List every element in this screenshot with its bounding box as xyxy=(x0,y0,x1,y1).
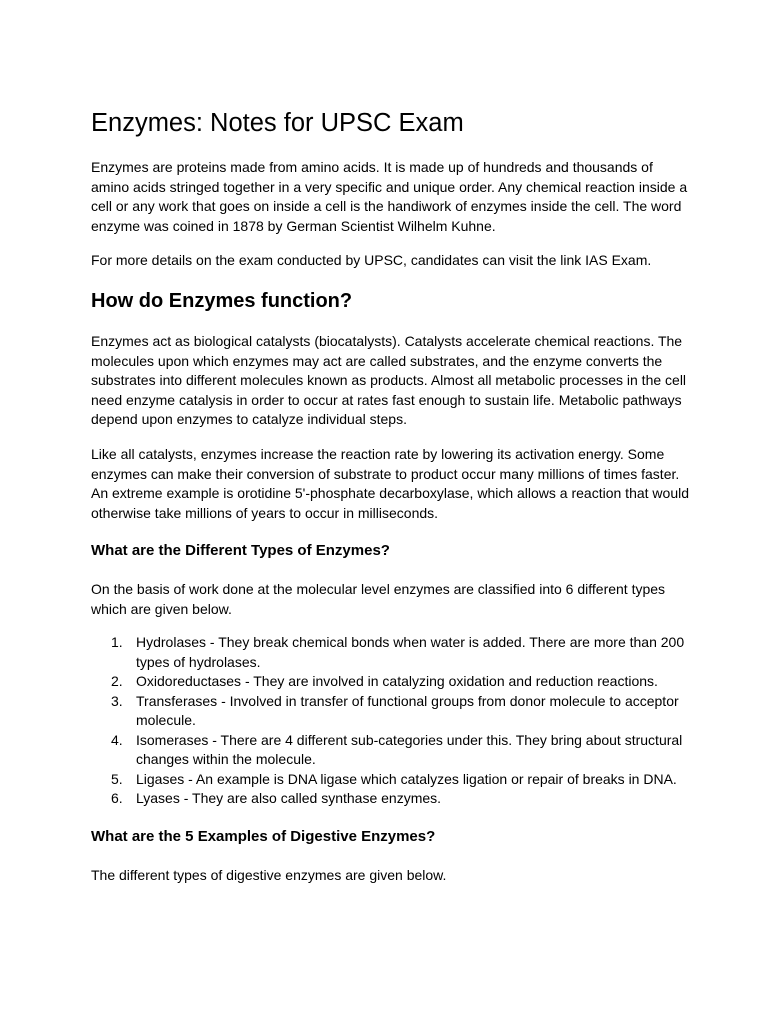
digestive-intro-paragraph: The different types of digestive enzymes are given below. xyxy=(91,867,447,883)
page-title: Enzymes: Notes for UPSC Exam xyxy=(91,109,464,137)
list-item: 5. Ligases - An example is DNA ligase which catalyzes ligation or repair of breaks in DNA. xyxy=(111,770,677,787)
more-details-paragraph: For more details on the exam conducted by UPSC, candidates can visit the link IAS Exam. xyxy=(91,252,652,268)
types-intro-paragraph: On the basis of work done at the molecular level enzymes are classified into 6 different types which are given below. xyxy=(91,581,666,617)
list-item: 6. Lyases - They are also called synthase enzymes. xyxy=(111,790,442,806)
enzyme-types-list xyxy=(91,633,691,809)
list-item: 4. Isomerases - There are 4 different sub-categories under this. They bring about structural changes within the molecule. xyxy=(111,731,683,767)
function-paragraph-1: Enzymes act as biological catalysts (biocatalysts). Catalysts accelerate chemical reactions. The molecules upon which enzymes may act are called substrates, and the enzyme converts the substrates into different molecules known as products. Almost all metabolic processes in the cell need enzyme catalysis in order to occur at rates fast enough to sustain life. Metabolic pathways depend upon enzymes to catalyze individual steps. xyxy=(91,333,687,427)
section-heading-enzyme-types: What are the Different Types of Enzymes? xyxy=(91,542,390,559)
list-item: 3. Transferases - Involved in transfer of functional groups from donor molecule to acceptor molecule. xyxy=(111,692,679,728)
intro-paragraph: Enzymes are proteins made from amino acids. It is made up of hundreds and thousands of amino acids stringed together in a very specific and unique order. Any chemical reaction inside a cell or any work that goes on inside a cell is the handiwork of enzymes inside the cell. The word enzyme was coined in 1878 by German Scientist Wilhelm Kuhne. xyxy=(91,159,688,234)
list-item: 1. Hydrolases - They break chemical bonds when water is added. There are more than 200 types of hydrolases. xyxy=(111,634,685,670)
section-heading-digestive-enzymes: What are the 5 Examples of Digestive Enzymes? xyxy=(91,828,436,845)
function-paragraph-2: Like all catalysts, enzymes increase the reaction rate by lowering its activation energy. Some enzymes can make their conversion of substrate to product occur many millions of times faster. An extreme example is orotidine 5'-phosphate decarboxylase, which allows a reaction that would otherwise take millions of years to occur in milliseconds. xyxy=(91,446,690,521)
section-heading-enzyme-function: How do Enzymes function? xyxy=(91,290,353,312)
list-item: 2. Oxidoreductases - They are involved in catalyzing oxidation and reduction reactions. xyxy=(111,673,658,689)
